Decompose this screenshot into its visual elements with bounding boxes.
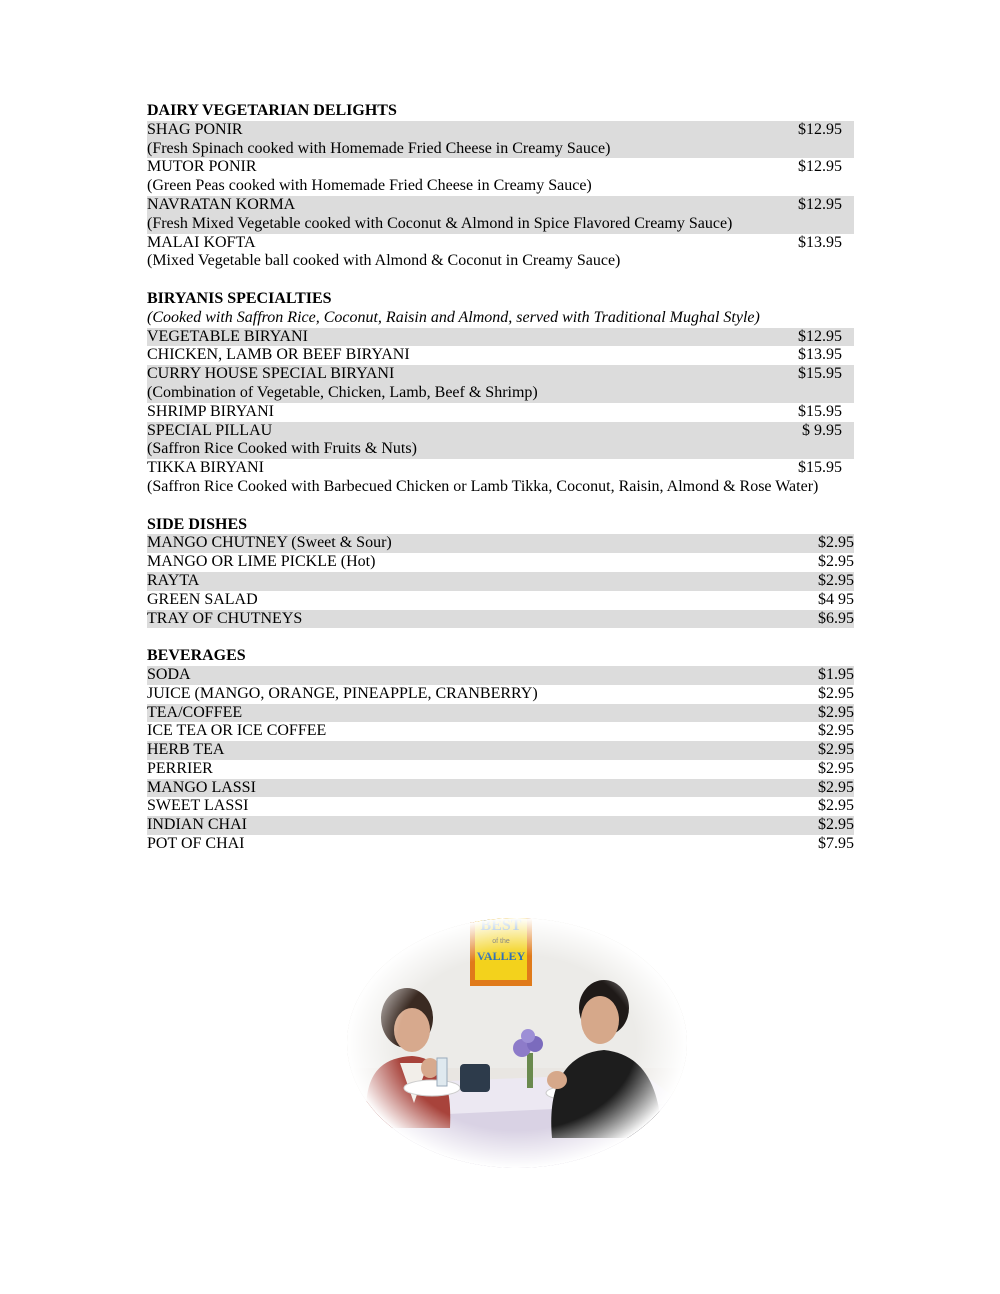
item-description: (Saffron Rice Cooked with Barbecued Chicken or Lamb Tikka, Coconut, Raisin, Almond & Rose Water) xyxy=(147,477,819,495)
section-title: DAIRY VEGETARIAN DELIGHTS xyxy=(147,102,397,119)
menu-item xyxy=(147,685,854,704)
item-name: TEA/COFFEE xyxy=(147,703,243,721)
item-price: $6.95 xyxy=(818,609,854,627)
item-name: RAYTA xyxy=(147,571,200,589)
menu-item xyxy=(147,666,854,685)
menu-section-sides xyxy=(147,516,854,629)
item-name: GREEN SALAD xyxy=(147,590,258,608)
item-description: (Saffron Rice Cooked with Fruits & Nuts) xyxy=(147,440,417,458)
item-price: $2.95 xyxy=(818,816,854,834)
item-price: $12.95 xyxy=(798,327,842,345)
menu-section-biryanis xyxy=(147,290,854,497)
menu-item-row xyxy=(147,797,854,816)
menu-item-row xyxy=(147,346,854,365)
item-price: $12.95 xyxy=(798,158,842,176)
item-name: VEGETABLE BIRYANI xyxy=(147,327,308,345)
menu-item-row xyxy=(147,553,854,572)
menu-item xyxy=(147,741,854,760)
item-price: $15.95 xyxy=(798,459,842,477)
item-price: $ 9.95 xyxy=(802,421,842,439)
item-description: (Mixed Vegetable ball cooked with Almond & Coconut in Creamy Sauce) xyxy=(147,252,621,270)
item-name: ICE TEA OR ICE COFFEE xyxy=(147,722,327,740)
item-name: MANGO CHUTNEY (Sweet & Sour) xyxy=(147,534,392,552)
section-title: SIDE DISHES xyxy=(147,515,248,533)
menu-item-row xyxy=(147,196,854,215)
item-name: SODA xyxy=(147,665,191,683)
item-price: $2.95 xyxy=(818,741,854,759)
menu-item-row xyxy=(147,403,854,422)
item-name: TRAY OF CHUTNEYS xyxy=(147,609,303,627)
menu-item xyxy=(147,553,854,572)
menu-item-row xyxy=(147,121,854,140)
item-description: (Fresh Mixed Vegetable cooked with Coconut & Almond in Spice Flavored Creamy Sauce) xyxy=(147,214,733,232)
item-name: CHICKEN, LAMB OR BEEF BIRYANI xyxy=(147,346,410,364)
item-name: SPECIAL PILLAU xyxy=(147,421,273,439)
menu-item xyxy=(147,234,854,272)
item-description: (Fresh Spinach cooked with Homemade Fried Cheese in Creamy Sauce) xyxy=(147,139,611,157)
restaurant-photo xyxy=(342,868,692,1168)
item-price: $13.95 xyxy=(798,233,842,251)
menu-item xyxy=(147,610,854,629)
menu-item xyxy=(147,459,854,497)
menu-item-row xyxy=(147,422,854,441)
item-price: $7.95 xyxy=(818,835,854,853)
menu-item xyxy=(147,328,854,347)
menu-item-row xyxy=(147,610,854,629)
menu-item xyxy=(147,704,854,723)
menu-item-row xyxy=(147,666,854,685)
item-price: $15.95 xyxy=(798,365,842,383)
diners-illustration xyxy=(342,868,692,1168)
item-name: MANGO OR LIME PICKLE (Hot) xyxy=(147,553,376,571)
menu-item xyxy=(147,403,854,422)
menu-item xyxy=(147,816,854,835)
item-name: MUTOR PONIR xyxy=(147,158,257,176)
item-price: $12.95 xyxy=(798,120,842,138)
menu-item-row xyxy=(147,158,854,177)
section-title: BEVERAGES xyxy=(147,647,246,665)
menu-item-row xyxy=(147,365,854,384)
item-name: SHRIMP BIRYANI xyxy=(147,402,274,420)
item-price: $15.95 xyxy=(798,402,842,420)
menu-item-row xyxy=(147,741,854,760)
menu-item xyxy=(147,591,854,610)
menu-item-row xyxy=(147,685,854,704)
item-price: $12.95 xyxy=(798,195,842,213)
item-name: MANGO LASSI xyxy=(147,778,256,796)
menu-item xyxy=(147,121,854,159)
menu-item-row xyxy=(147,328,854,347)
menu-item xyxy=(147,196,854,234)
menu-item xyxy=(147,422,854,460)
item-price: $2.95 xyxy=(818,722,854,740)
menu-item xyxy=(147,835,854,854)
menu-item xyxy=(147,572,854,591)
menu-item xyxy=(147,760,854,779)
item-price: $2.95 xyxy=(818,553,854,571)
item-name: CURRY HOUSE SPECIAL BIRYANI xyxy=(147,365,395,383)
menu-item-row xyxy=(147,835,854,854)
item-name: SHAG PONIR xyxy=(147,120,243,138)
menu-item-row xyxy=(147,760,854,779)
item-price: $4 95 xyxy=(818,590,854,608)
menu-section-dairy xyxy=(147,102,854,271)
menu-page xyxy=(147,102,854,873)
item-description: (Combination of Vegetable, Chicken, Lamb, Beef & Shrimp) xyxy=(147,383,538,401)
menu-item-row xyxy=(147,234,854,253)
item-price: $13.95 xyxy=(798,346,842,364)
item-name: TIKKA BIRYANI xyxy=(147,459,264,477)
menu-item-row xyxy=(147,534,854,553)
item-price: $2.95 xyxy=(818,797,854,815)
item-price: $2.95 xyxy=(818,759,854,777)
item-name: NAVRATAN KORMA xyxy=(147,195,296,213)
item-price: $2.95 xyxy=(818,571,854,589)
menu-item xyxy=(147,722,854,741)
menu-item-row xyxy=(147,459,854,478)
menu-item-row xyxy=(147,704,854,723)
section-title: BIRYANIS SPECIALTIES xyxy=(147,289,332,307)
menu-item-row xyxy=(147,572,854,591)
item-price: $1.95 xyxy=(818,665,854,683)
item-name: HERB TEA xyxy=(147,741,225,759)
item-description: (Green Peas cooked with Homemade Fried Cheese in Creamy Sauce) xyxy=(147,177,592,195)
item-name: POT OF CHAI xyxy=(147,835,245,853)
menu-item xyxy=(147,158,854,196)
menu-item xyxy=(147,534,854,553)
menu-item-row xyxy=(147,779,854,798)
item-name: JUICE (MANGO, ORANGE, PINEAPPLE, CRANBERRY) xyxy=(147,684,538,702)
item-name: INDIAN CHAI xyxy=(147,816,247,834)
menu-section-beverages xyxy=(147,647,854,854)
item-name: PERRIER xyxy=(147,759,213,777)
item-name: MALAI KOFTA xyxy=(147,233,256,251)
menu-item xyxy=(147,779,854,798)
item-price: $2.95 xyxy=(818,703,854,721)
item-name: SWEET LASSI xyxy=(147,797,249,815)
menu-item xyxy=(147,346,854,365)
section-note: (Cooked with Saffron Rice, Coconut, Raisin and Almond, served with Traditional Mughal Style) xyxy=(147,308,760,326)
menu-item-row xyxy=(147,722,854,741)
item-price: $2.95 xyxy=(818,684,854,702)
menu-item xyxy=(147,365,854,403)
menu-item-row xyxy=(147,816,854,835)
item-price: $2.95 xyxy=(818,534,854,552)
menu-item-row xyxy=(147,591,854,610)
item-price: $2.95 xyxy=(818,778,854,796)
menu-item xyxy=(147,797,854,816)
